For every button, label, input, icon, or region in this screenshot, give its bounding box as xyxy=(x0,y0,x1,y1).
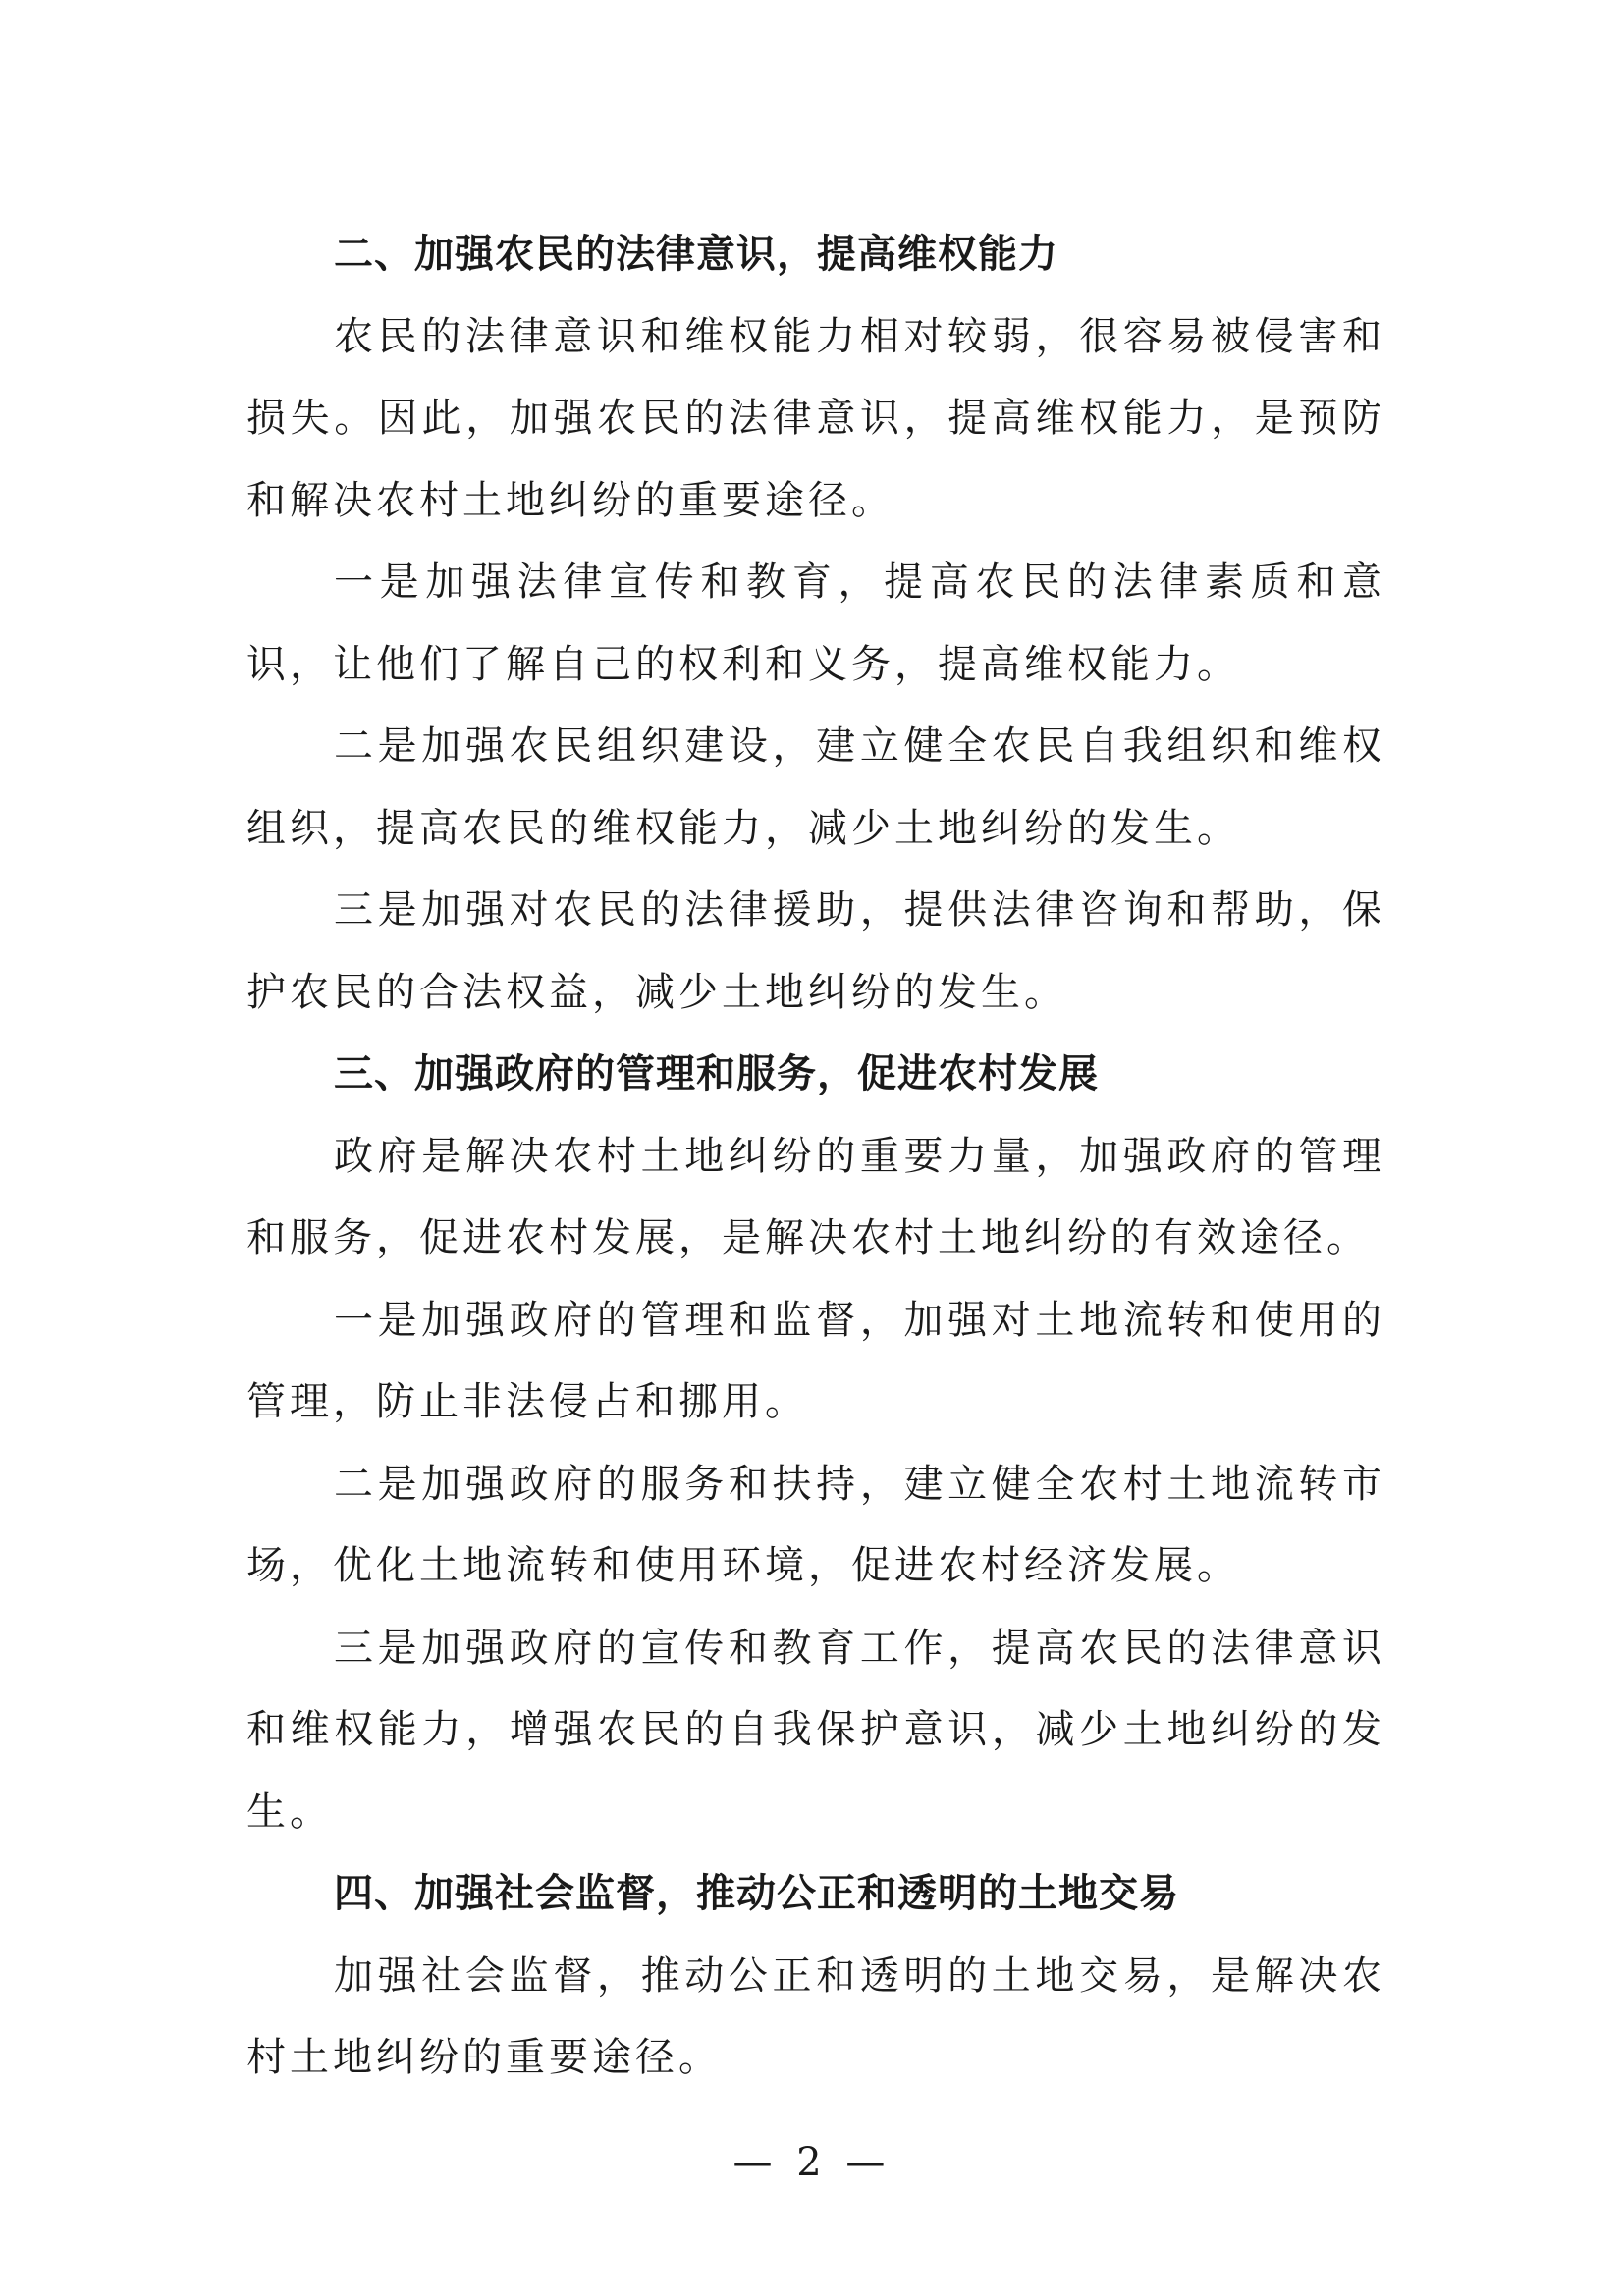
section-heading-2: 二、加强农民的法律意识，提高维权能力 xyxy=(334,232,1058,277)
paragraph: 农民的法律意识和维权能力相对较弱，很容易被侵害和损失。因此，加强农民的法律意识，提高维权能力，是预防和解决农村土地纠纷的重要途径。 xyxy=(246,313,1385,523)
paragraph: 一是加强政府的管理和监督，加强对土地流转和使用的管理，防止非法侵占和挪用。 xyxy=(246,1297,1385,1424)
document-body xyxy=(246,214,1385,2100)
section-heading-4: 四、加强社会监督，推动公正和透明的土地交易 xyxy=(334,1871,1179,1916)
section-heading-3: 三、加强政府的管理和服务，促进农村发展 xyxy=(334,1051,1099,1096)
paragraph: 一是加强法律宣传和教育，提高农民的法律素质和意识，让他们了解自己的权利和义务，提高维权能力。 xyxy=(246,560,1385,687)
paragraph: 三是加强政府的宣传和教育工作，提高农民的法律意识和维权能力，增强农民的自我保护意识，减少土地纠纷的发生。 xyxy=(246,1625,1385,1835)
paragraph: 加强社会监督，推动公正和透明的土地交易，是解决农村土地纠纷的重要途径。 xyxy=(246,1952,1385,2080)
page-number: — 2 — xyxy=(732,2140,892,2185)
paragraph: 政府是解决农村土地纠纷的重要力量，加强政府的管理和服务，促进农村发展，是解决农村土地纠纷的有效途径。 xyxy=(246,1133,1385,1260)
paragraph: 二是加强政府的服务和扶持，建立健全农村土地流转市场，优化土地流转和使用环境，促进农村经济发展。 xyxy=(246,1461,1385,1588)
paragraph: 三是加强对农民的法律援助，提供法律咨询和帮助，保护农民的合法权益，减少土地纠纷的发生。 xyxy=(246,887,1385,1015)
paragraph: 二是加强农民组织建设，建立健全农民自我组织和维权组织，提高农民的维权能力，减少土地纠纷的发生。 xyxy=(246,723,1385,851)
